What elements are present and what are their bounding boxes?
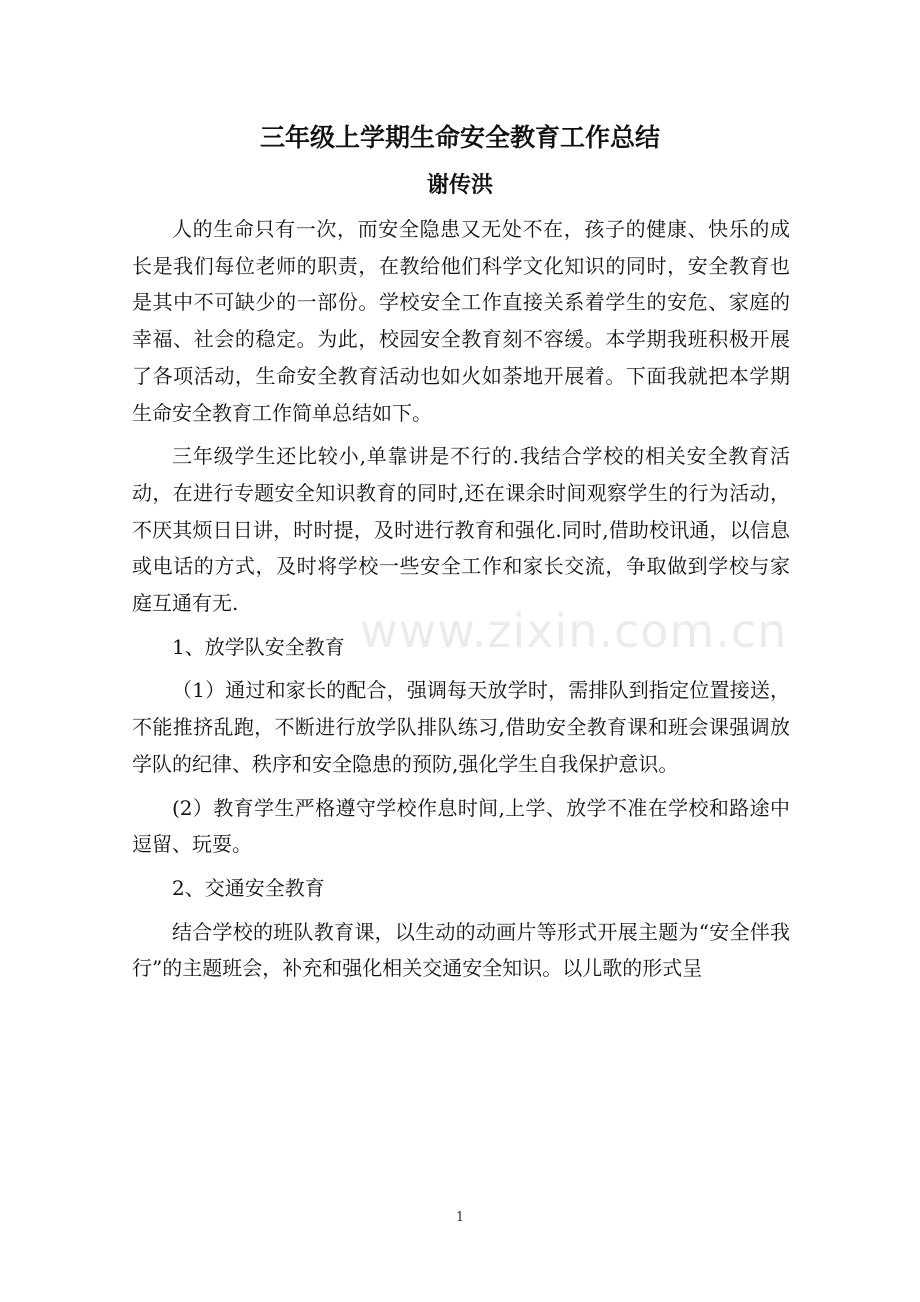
paragraph-intro: 人的生命只有一次，而安全隐患又无处不在，孩子的健康、快乐的成长是我们每位老师的职责，在教给他们科学文化知识的同时，安全教育也是其中不可缺少的一部份。学校安全工作直接关系着学生的安危、家庭的幸福、社会的稳定。为此，校园安全教育刻不容缓。本学期我班积极开展了各项活动，生命安全教育活动也如火如荼地开展着。下面我就把本学期生命安全教育工作简单总结如下。 (132, 217, 790, 425)
author-name: 谢传洪 (426, 173, 493, 198)
paragraph-traffic: 结合学校的班队教育课，以生动的动画片等形式开展主题为“安全伴我行”的主题班会，补充和强化相关交通安全知识。以儿歌的形式呈 (132, 919, 790, 981)
section-heading-2: 2、交通安全教育 (172, 875, 325, 900)
document-body (132, 211, 790, 994)
paragraph-method: 三年级学生还比较小,单靠讲是不行的.我结合学校的相关安全教育活动，在进行专题安全知识教育的同时,还在课余时间观察学生的行为活动，不厌其烦日日讲，时时提，及时进行教育和强化.同时,借助校讯通，以信息或电话的方式，及时将学校一些安全工作和家长交流，争取做到学校与家庭互通有无. (132, 444, 790, 616)
page-number: 1 (455, 1210, 465, 1225)
paragraph-item-2: (2）教育学生严格遵守学校作息时间,上学、放学不准在学校和路途中逗留、玩耍。 (132, 795, 790, 857)
paragraph-item-1: （1）通过和家长的配合，强调每天放学时，需排队到指定位置接送，不能推挤乱跑，不断进行放学队排队练习,借助安全教育课和班会课强调放学队的纪律、秩序和安全隐患的预防,强化学生自我保护意识。 (132, 678, 790, 776)
watermark: www.zixin.com.cn (360, 604, 788, 658)
document-title: 三年级上学期生命安全教育工作总结 (259, 123, 660, 152)
section-heading-1: 1、放学队安全教育 (172, 634, 345, 659)
